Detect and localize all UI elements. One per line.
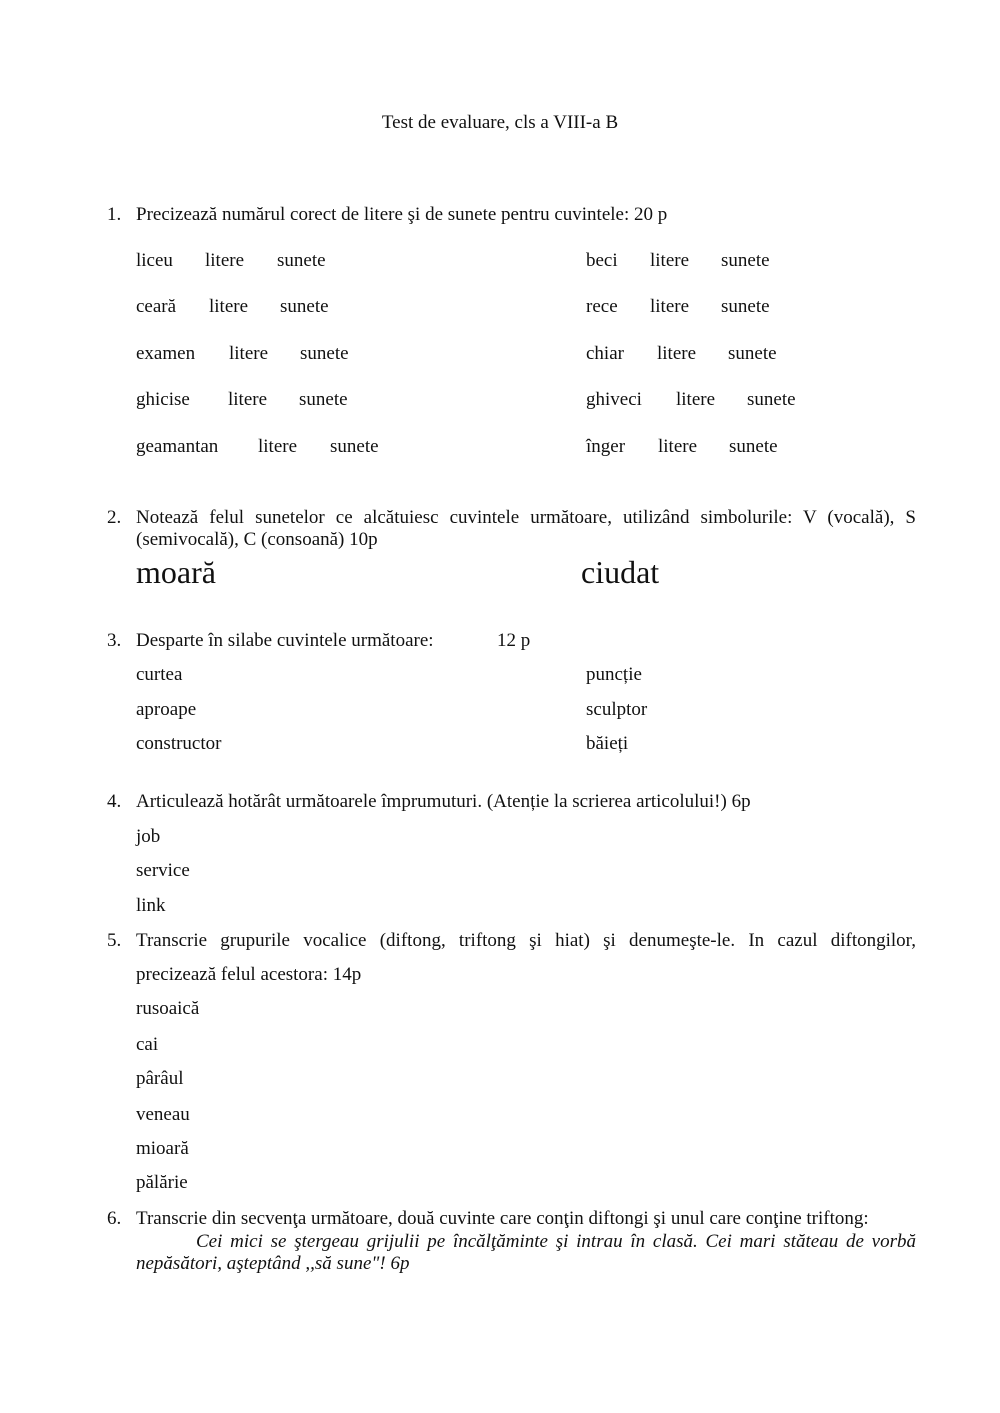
q1-left-word: geamantan xyxy=(136,436,219,457)
q1-litere-label: litere xyxy=(650,296,690,317)
q1-left-word: ceară xyxy=(136,296,177,317)
q1-left-word: ghicise xyxy=(136,389,190,410)
q3-right-word: puncție xyxy=(586,664,642,685)
q5-word: mioară xyxy=(136,1138,189,1159)
q1-sunete-label: sunete xyxy=(721,250,770,271)
q1-sunete-label: sunete xyxy=(729,436,778,457)
q1-sunete-label: sunete xyxy=(277,250,326,271)
q1-litere-label: litere xyxy=(658,436,698,457)
q3-left-word: curtea xyxy=(136,664,183,685)
q4-word: service xyxy=(136,860,190,881)
q6-number: 6. xyxy=(107,1208,122,1229)
q3-points: 12 p xyxy=(497,630,531,651)
q3-right-word: băieți xyxy=(586,733,629,754)
q1-litere-label: litere xyxy=(205,250,245,271)
q2-number: 2. xyxy=(107,507,122,528)
q3-number: 3. xyxy=(107,630,122,651)
q1-right-word: rece xyxy=(586,296,618,317)
q1-row xyxy=(0,343,1000,365)
q1-litere-label: litere xyxy=(258,436,298,457)
q1-text: Precizează numărul corect de litere şi de sunete pentru cuvintele: 20 p xyxy=(136,204,668,225)
q3-right-word: sculptor xyxy=(586,699,648,720)
q4-text: Articulează hotărât următoarele împrumuturi. (Atenție la scrierea articolului!) 6p xyxy=(136,791,751,812)
page-title: Test de evaluare, cls a VIII-a B xyxy=(381,112,619,133)
q1-right-word: înger xyxy=(586,436,626,457)
q1-litere-label: litere xyxy=(228,389,268,410)
q3-left-word: constructor xyxy=(136,733,222,754)
q1-row xyxy=(0,250,1000,272)
q1-left-word: examen xyxy=(136,343,196,364)
q1-sunete-label: sunete xyxy=(721,296,770,317)
q1-right-word: ghiveci xyxy=(586,389,642,410)
q1-number: 1. xyxy=(107,204,122,225)
q1-row xyxy=(0,296,1000,318)
q3-text: Desparte în silabe cuvintele următoare: xyxy=(136,630,434,651)
q1-sunete-label: sunete xyxy=(330,436,379,457)
q5-text-line1: Transcrie grupurile vocalice (diftong, triftong şi hiat) şi denumeşte-le. In cazul diftongilor, xyxy=(136,930,916,951)
q5-word: rusoaică xyxy=(136,998,200,1019)
q2-word-moara: moară xyxy=(136,554,216,590)
q5-word: pălărie xyxy=(136,1172,188,1193)
q1-litere-label: litere xyxy=(650,250,690,271)
q1-right-word: beci xyxy=(586,250,618,271)
q1-left-word: liceu xyxy=(136,250,173,271)
q4-word: job xyxy=(136,826,161,847)
q6-quote-line1: Cei mici se ştergeau grijulii pe încălţăminte şi intrau în clasă. Cei mari stăteau de vorbă xyxy=(196,1231,916,1252)
q5-word: cai xyxy=(136,1034,159,1055)
q4-number: 4. xyxy=(107,791,122,812)
q1-sunete-label: sunete xyxy=(280,296,329,317)
q2-text-line2: (semivocală), C (consoană) 10p xyxy=(136,529,378,550)
q2-text-line1: Notează felul sunetelor ce alcătuiesc cuvintele următoare, utilizând simbolurile: V (vocală), S xyxy=(136,507,916,528)
q3-left-word: aproape xyxy=(136,699,197,720)
q1-sunete-label: sunete xyxy=(299,389,348,410)
q1-litere-label: litere xyxy=(657,343,697,364)
q1-sunete-label: sunete xyxy=(300,343,349,364)
q5-word: veneau xyxy=(136,1104,190,1125)
q5-number: 5. xyxy=(107,930,122,951)
q1-sunete-label: sunete xyxy=(747,389,796,410)
q2-word-ciudat: ciudat xyxy=(581,554,660,590)
q6-quote-line2: nepăsători, aşteptând ,,să sune"! 6p xyxy=(136,1253,410,1274)
q1-row xyxy=(0,389,1000,411)
q1-litere-label: litere xyxy=(676,389,716,410)
q1-litere-label: litere xyxy=(209,296,249,317)
q5-text-line2: precizează felul acestora: 14p xyxy=(136,964,362,985)
q1-litere-label: litere xyxy=(229,343,269,364)
q1-sunete-label: sunete xyxy=(728,343,777,364)
q4-word: link xyxy=(136,895,166,916)
q1-row xyxy=(0,436,1000,458)
q5-word: pârâul xyxy=(136,1068,184,1089)
q6-text: Transcrie din secvenţa următoare, două cuvinte care conţin diftongi şi unul care conţine triftong: xyxy=(136,1208,869,1229)
q1-right-word: chiar xyxy=(586,343,624,364)
